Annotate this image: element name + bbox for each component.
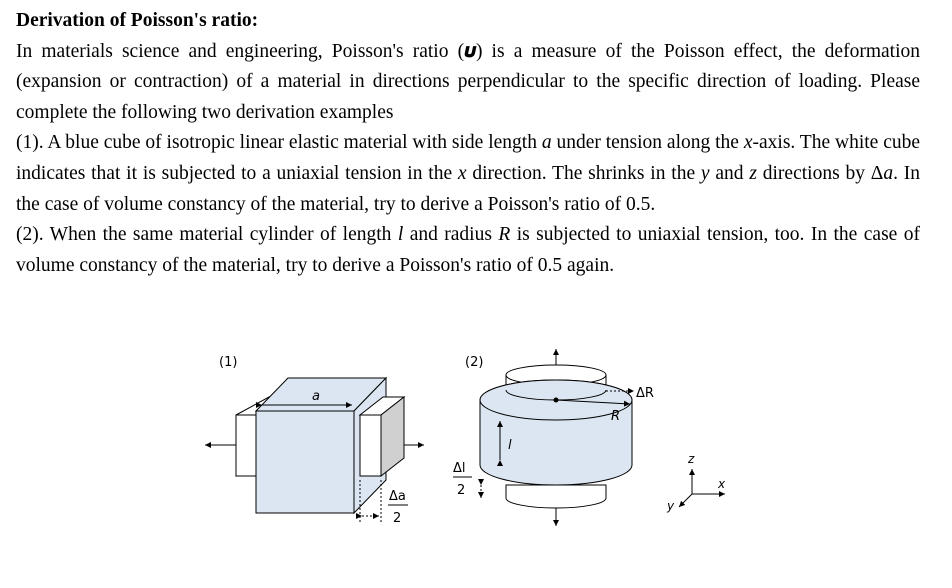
var-x: x: [743, 132, 753, 154]
figure-diagram: [0, 330, 952, 583]
delta-R-label: ΔR: [636, 386, 654, 401]
label-2: (2): [465, 355, 484, 370]
delta-l-denominator: 2: [457, 483, 466, 498]
part1-t5: and: [709, 162, 750, 184]
var-a: a: [541, 132, 552, 154]
nu-symbol: 𝝊: [464, 40, 476, 62]
problem-title: Derivation of Poisson's ratio:: [16, 10, 259, 31]
var-R: R: [498, 224, 511, 246]
length-label: l: [508, 438, 512, 453]
part1-t4: direction. The shrinks in the: [466, 162, 701, 184]
var-y: y: [700, 162, 710, 184]
var-z: z: [749, 162, 757, 184]
axis-x-label: x: [718, 477, 726, 491]
var-x-2: x: [457, 162, 467, 184]
part2-t2: and radius: [403, 224, 499, 246]
problem-text: [16, 6, 920, 281]
axis-y-line: [679, 494, 692, 507]
var-l: l: [397, 224, 404, 246]
delta-a-denominator: 2: [393, 511, 402, 526]
intro-text-a: In materials science and engineering, Poisson's ratio (: [16, 40, 465, 62]
part1-t2: under tension along the: [551, 132, 744, 154]
part1-paragraph: [16, 128, 920, 220]
axis-z-label: z: [688, 452, 695, 466]
axis-y-label: y: [667, 499, 675, 513]
left-white-slab-front: [236, 415, 256, 476]
bottom-disk: [506, 485, 606, 508]
cube-front-face: [256, 411, 354, 513]
side-length-label: a: [312, 389, 320, 404]
part2-paragraph: [16, 220, 920, 281]
part2-t3: is subjected to uniaxial tension, too. In the case of volume constancy of the material, try to derive a Poisson's ratio of 0.5 again.: [16, 224, 920, 276]
part1-t6: directions by Δ: [756, 162, 884, 184]
intro-paragraph: [16, 37, 920, 129]
part1-t1: (1). A blue cube of isotropic linear elastic material with side length: [16, 132, 542, 154]
delta-l-label: Δl: [453, 461, 466, 476]
part1-t3: -axis. The white cube indicates that it is subjected to a uniaxial tension in the: [16, 132, 921, 184]
label-1: (1): [219, 355, 238, 370]
part1-t7: . In the case of volume constancy of the material, try to derive a Poisson's ratio of 0.5.: [16, 162, 921, 215]
var-a-2: a: [883, 162, 894, 184]
intro-text-b: ) is a measure of the Poisson effect, the deformation (expansion or contraction) of a material in directions perpendicular to the specific direction of loading. Please complete the following two derivation examples: [16, 40, 920, 123]
delta-a-label: Δa: [389, 489, 406, 504]
radius-label: R: [611, 409, 621, 424]
part2-t1: (2). When the same material cylinder of length: [16, 224, 398, 246]
figure: [0, 330, 952, 583]
right-slab-front: [360, 415, 381, 476]
